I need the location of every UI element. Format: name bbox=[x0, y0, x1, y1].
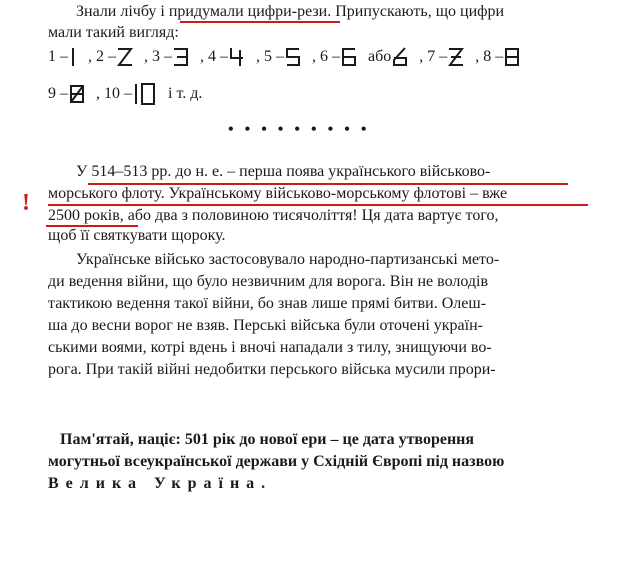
digit-glyphs-row bbox=[48, 82, 208, 106]
text-line: Знали лічбу і придумали цифри-рези. Припускають, що цифри bbox=[76, 3, 505, 20]
digit-label: , 6 – bbox=[312, 48, 340, 65]
rez-digit-10-icon bbox=[132, 82, 158, 106]
digit-label: 1 – bbox=[48, 48, 68, 65]
digit-label: або bbox=[368, 48, 392, 65]
text-line: тактикою ведення такої війни, бо знав лише прямі битви. Олеш- bbox=[48, 295, 487, 312]
rez-digit-9-icon bbox=[68, 83, 86, 105]
text-line: мали такий вигляд: bbox=[48, 24, 179, 41]
text-line: Українське військо застосовувало народно-партизанські мето- bbox=[76, 251, 500, 268]
text-line: морського флоту. Українському військово-морському флотові – вже bbox=[48, 185, 508, 202]
rez-digit-5-icon bbox=[284, 46, 302, 68]
digit-label: , 3 – bbox=[144, 48, 172, 65]
digit-label: , 2 – bbox=[88, 48, 116, 65]
rez-digit-7-icon bbox=[447, 46, 465, 68]
text-line: Пам'ятай, націє: 501 рік до нової ери – це дата утворення bbox=[60, 431, 475, 448]
digit-label: , 7 – bbox=[419, 48, 448, 65]
rez-digit-3-icon bbox=[172, 46, 190, 68]
digit-label: , 4 – bbox=[200, 48, 228, 65]
text-line: Велика Україна. bbox=[48, 475, 273, 492]
text-line: рога. При такій війні недобитки перського війська мусили прори- bbox=[48, 361, 496, 378]
digit-label: 9 – bbox=[48, 85, 68, 102]
separator-dots: ••••••••• bbox=[228, 121, 378, 138]
digit-glyphs-row bbox=[48, 46, 527, 68]
text-line: 2500 років, або два з половиною тисячоліття! Ця дата вартує того, bbox=[48, 207, 499, 224]
digit-label: , 8 – bbox=[475, 48, 504, 65]
text-line: ськими воями, котрі вдень і вночі нападали з тилу, знищуючи во- bbox=[48, 339, 492, 356]
rez-digit-8-icon bbox=[503, 46, 521, 68]
digit-label: , 10 – bbox=[96, 85, 132, 102]
rez-digit-6-variant-icon bbox=[391, 46, 409, 68]
rez-digit-6-icon bbox=[340, 46, 358, 68]
rez-digit-4-icon bbox=[228, 46, 246, 68]
text-line: могутньої всеукраїнської держави у Східній Європі під назвою bbox=[48, 453, 505, 470]
rez-digit-1-icon bbox=[68, 46, 78, 68]
red-underline bbox=[180, 21, 340, 23]
digit-label: і т. д. bbox=[168, 85, 203, 102]
text-line: ша до весни ворог не взяв. Перські війська були оточені україн- bbox=[48, 317, 483, 334]
exclamation-mark: ! bbox=[22, 190, 30, 216]
digit-label: , 5 – bbox=[256, 48, 284, 65]
text-line: У 514–513 рр. до н. е. – перша поява українського військово- bbox=[76, 163, 491, 180]
text-line: щоб її святкувати щороку. bbox=[48, 227, 226, 244]
text-line: ди ведення війни, що було незвичним для ворога. Він не володів bbox=[48, 273, 489, 290]
rez-digit-2-icon bbox=[116, 46, 134, 68]
